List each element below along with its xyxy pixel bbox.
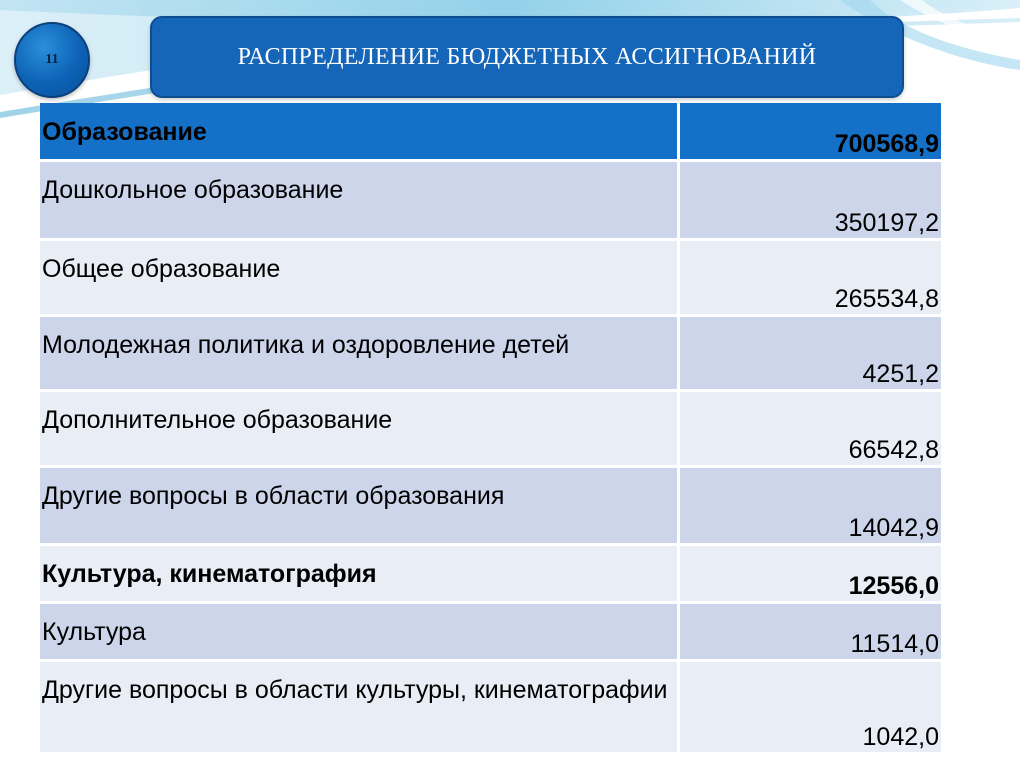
table-row (40, 239, 941, 315)
slide-title: РАСПРЕДЕЛЕНИЕ БЮДЖЕТНЫХ АССИГНОВАНИЙ (237, 43, 817, 70)
row-value: 265534,8 (678, 239, 941, 315)
row-value: 12556,0 (678, 544, 941, 602)
table-row (40, 390, 941, 466)
table-row (40, 660, 941, 753)
slide-number-badge (14, 22, 90, 98)
row-label: Культура, кинематография (40, 544, 678, 602)
row-label: Образование (40, 103, 678, 160)
row-label: Общее образование (40, 239, 678, 315)
row-label: Дополнительное образование (40, 390, 678, 466)
table-row-education (40, 103, 941, 160)
row-value: 66542,8 (678, 390, 941, 466)
table-row (40, 602, 941, 660)
row-value: 14042,9 (678, 466, 941, 544)
row-value: 4251,2 (678, 315, 941, 390)
row-label: Дошкольное образование (40, 160, 678, 239)
row-value: 350197,2 (678, 160, 941, 239)
row-value: 1042,0 (678, 660, 941, 753)
row-value: 700568,9 (678, 103, 941, 160)
row-label: Молодежная политика и оздоровление детей (40, 315, 678, 390)
table-row (40, 315, 941, 390)
table-row (40, 160, 941, 239)
slide-number: 11 (45, 52, 59, 67)
row-label: Другие вопросы в области культуры, кинематографии (40, 660, 678, 753)
slide-title-box (150, 16, 904, 98)
row-value: 11514,0 (678, 602, 941, 660)
row-label: Другие вопросы в области образования (40, 466, 678, 544)
row-label: Культура (40, 602, 678, 660)
table-row (40, 466, 941, 544)
table-row-culture (40, 544, 941, 602)
budget-table (40, 103, 941, 755)
